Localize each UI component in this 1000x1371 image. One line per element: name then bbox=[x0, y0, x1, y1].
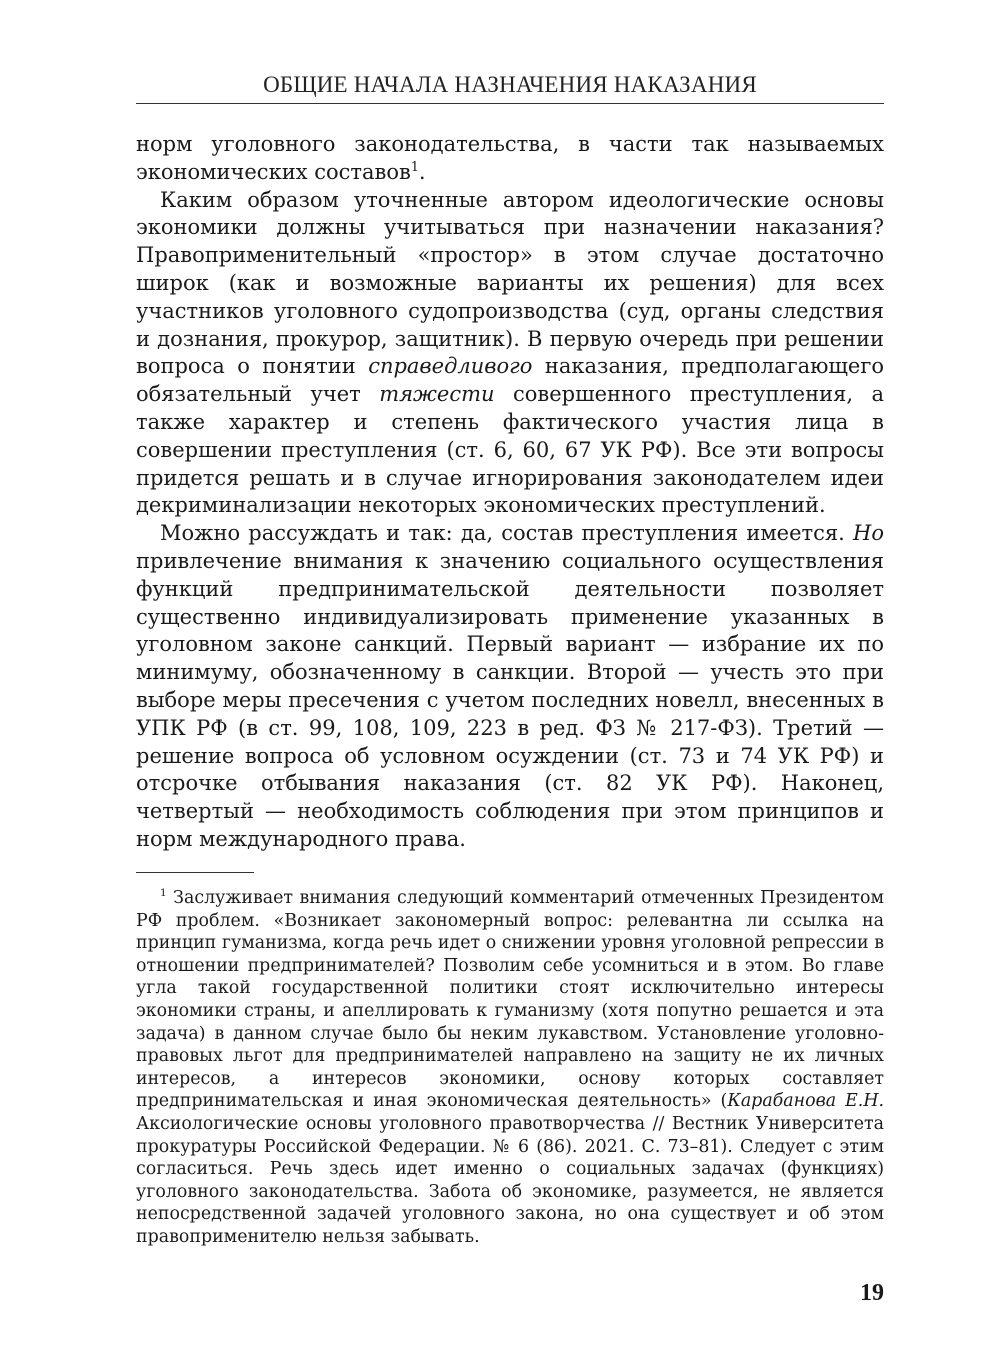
book-page bbox=[136, 0, 884, 1371]
footnote-reference[interactable]: 1 bbox=[410, 158, 419, 174]
footnote-part-b: Аксиологические основы уголовного правотворчества // Вестник Университета прокуратуры Российской Федерации. № 6 (86). 2021. С. 73–81). Следует с этим согласиться. Речь здесь идет именно о социальных задачах (функциях) уголовного законодательства. Забота об экономике, разумеется, не является непосредственной задачей уголовного закона, но она существует и об этом правоприменителю нельзя забывать. bbox=[136, 1113, 884, 1247]
footnote bbox=[136, 887, 884, 1249]
paragraph-3-part-b: привлечение внимания к значению социального осуществления функций предпринимательской деятельности позволяет существенно индивидуализировать применение указанных в уголовном законе санкций. Первый вариант — избрание их по минимуму, обозначенному в санкции. Второй — учесть это при выборе меры пресечения с учетом последних новелл, внесенных в УПК РФ (в ст. 99, 108, 109, 223 в ред. ФЗ № 217-ФЗ). Третий — решение вопроса об условном осуждении (ст. 73 и 74 УК РФ) и отсрочке отбывания наказания (ст. 82 УК РФ). Наконец, четвертый — необходимость соблюдения при этом принципов и норм международного права. bbox=[136, 548, 884, 851]
paragraph-2-part-b: наказания, предполагающего обязательный учет bbox=[136, 354, 884, 407]
emphasis-tyazhesti: тяжести bbox=[379, 382, 495, 407]
main-text bbox=[136, 131, 884, 854]
page-number: 19 bbox=[860, 1280, 884, 1306]
paragraph-3-part-a: Можно рассуждать и так: да, состав преступления имеется. bbox=[160, 521, 854, 546]
paragraph-2-part-a: Каким образом уточненные автором идеологические основы экономики должны учитываться при назначении наказания? Правоприменительный «простор» в этом случае достаточно широк (как и возможные варианты их решения) для всех участников уголовного судопроизводства (суд, органы следствия и дознания, прокурор, защитник). В первую очередь при решении вопроса о понятии bbox=[136, 187, 884, 379]
paragraph-3 bbox=[136, 520, 884, 854]
header-rule bbox=[136, 103, 884, 104]
footnote-marker: 1 bbox=[160, 887, 167, 900]
paragraph-1-text: норм уголовного законодательства, в части так называемых экономических составов bbox=[136, 132, 884, 184]
footnote-part-a: Заслуживает внимания следующий комментарий отмеченных Президентом РФ проблем. «Возникает закономерный вопрос: релевантна ли ссылка на принцип гуманизма, когда речь идет о снижении уровня уголовной репрессии в отношении предпринимателей? Позволим себе усомниться и в этом. Во главе угла такой государственной политики стоят исключительно интересы экономики страны, и апеллировать к гуманизму (хотя попутно решается и эта задача) в данном случае было бы неким лукавством. Установление уголовно-правовых льгот для предпринимателей направлено на защиту не их личных интересов, а интересов экономики, основу которых составляет предпринимательская и иная экономическая деятельность» ( bbox=[136, 888, 884, 1112]
footnote-rule bbox=[136, 872, 254, 873]
paragraph-1 bbox=[136, 131, 884, 187]
emphasis-no: Но bbox=[853, 521, 884, 546]
footnote-author: Карабанова Е.Н. bbox=[727, 1091, 885, 1112]
footnote-paragraph bbox=[136, 887, 884, 1249]
paragraph-2 bbox=[136, 187, 884, 521]
paragraph-2-part-c: совершенного преступления, а также характер и степень фактического участия лица в совершении преступления (ст. 6, 60, 67 УК РФ). Все эти вопросы придется решать и в случае игнорирования законодателем идеи декриминализации некоторых экономических преступлений. bbox=[136, 382, 884, 518]
running-head: ОБЩИЕ НАЧАЛА НАЗНАЧЕНИЯ НАКАЗАНИЯ bbox=[263, 72, 757, 97]
emphasis-spravedlivogo: справедливого bbox=[368, 354, 533, 379]
paragraph-1-end: . bbox=[418, 159, 426, 184]
